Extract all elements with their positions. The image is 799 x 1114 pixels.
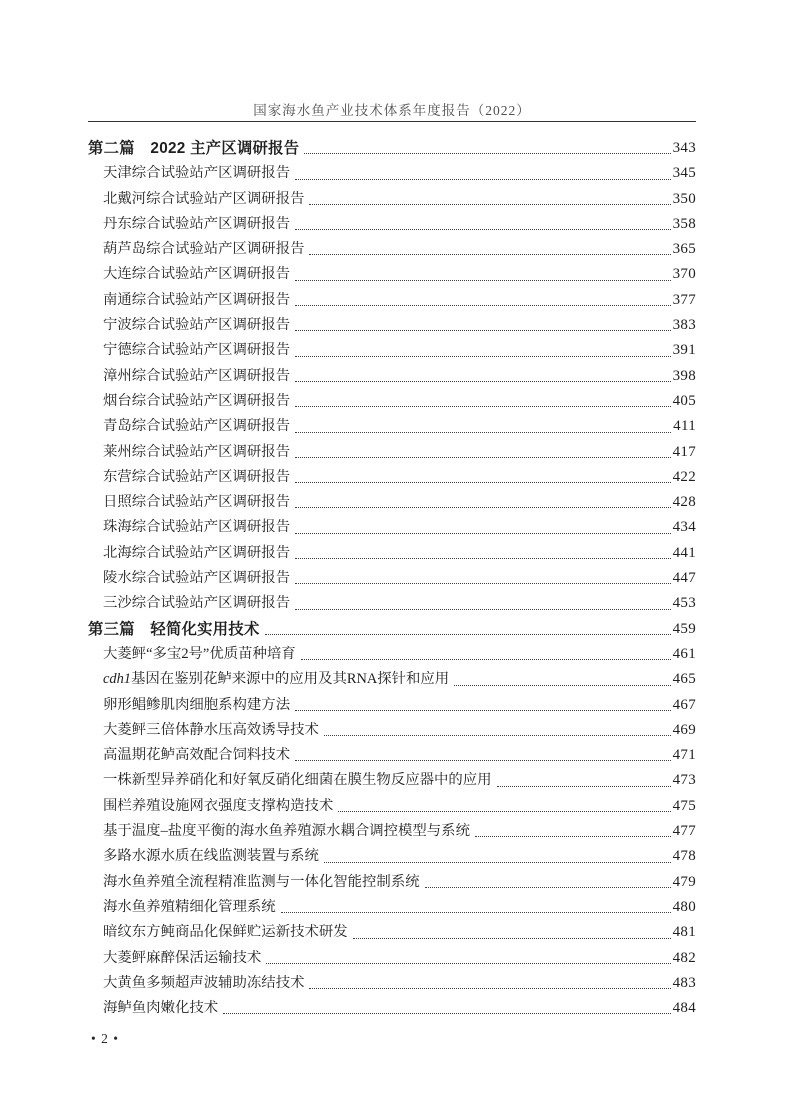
dot-leader xyxy=(295,313,671,331)
toc-row xyxy=(88,844,696,869)
dot-leader xyxy=(338,794,670,812)
toc-entry-title: 青岛综合试验站产区调研报告 xyxy=(103,418,291,435)
toc-entry-page-number: 480 xyxy=(672,898,696,915)
toc-entry-title: 一株新型异养硝化和好氧反硝化细菌在膜生物反应器中的应用 xyxy=(103,772,492,789)
dot-leader xyxy=(295,541,671,559)
toc-row xyxy=(88,161,696,186)
header-rule xyxy=(88,121,696,122)
dot-leader xyxy=(324,718,671,736)
toc-entry-page-number: 475 xyxy=(672,797,696,814)
page-number-footer: • 2 • xyxy=(91,1031,119,1046)
toc-entry-page-number: 377 xyxy=(672,291,696,308)
toc-entry-page-number: 473 xyxy=(672,772,696,789)
toc-entry-page-number: 422 xyxy=(672,468,696,485)
toc-entry-page-number: 370 xyxy=(672,266,696,283)
toc-entry-title: 烟台综合试验站产区调研报告 xyxy=(103,392,291,409)
toc-entry-title: 三沙综合试验站产区调研报告 xyxy=(103,595,291,612)
toc-entry-title: 北海综合试验站产区调研报告 xyxy=(103,544,291,561)
dot-leader xyxy=(295,338,671,356)
toc-row xyxy=(88,996,696,1021)
toc-row xyxy=(88,794,696,819)
toc-entry-page-number: 350 xyxy=(672,190,696,207)
toc-row xyxy=(88,338,696,363)
toc-row xyxy=(88,313,696,338)
dot-leader xyxy=(281,895,671,913)
toc-entry-title: 宁波综合试验站产区调研报告 xyxy=(103,317,291,334)
dot-leader xyxy=(295,262,671,280)
toc-entry-page-number: 417 xyxy=(672,443,696,460)
toc-entry-title: 珠海综合试验站产区调研报告 xyxy=(103,519,291,536)
dot-leader xyxy=(295,693,671,711)
toc-row xyxy=(88,490,696,515)
dot-leader xyxy=(295,465,671,483)
dot-leader xyxy=(266,946,670,964)
toc-entry-page-number: 467 xyxy=(672,696,696,713)
toc-row xyxy=(88,414,696,439)
toc-entry-page-number: 471 xyxy=(672,747,696,764)
toc-row xyxy=(88,566,696,591)
toc-entry-title: 海水鱼养殖精细化管理系统 xyxy=(103,898,276,915)
toc-entry-title: 围栏养殖设施网衣强度支撑构造技术 xyxy=(103,797,334,814)
toc-row xyxy=(88,693,696,718)
dot-leader xyxy=(295,161,671,179)
toc-list xyxy=(88,136,696,1021)
toc-entry-page-number: 484 xyxy=(672,1000,696,1017)
toc-entry-title: 大连综合试验站产区调研报告 xyxy=(103,266,291,283)
toc-entry-title: 北戴河综合试验站产区调研报告 xyxy=(103,190,305,207)
dot-leader xyxy=(353,920,671,938)
dot-leader xyxy=(324,844,671,862)
toc-entry-page-number: 343 xyxy=(672,140,696,156)
toc-entry-title: 大菱鲆“多宝2号”优质苗种培育 xyxy=(103,645,296,662)
toc-row xyxy=(88,212,696,237)
toc-row xyxy=(88,237,696,262)
dot-leader xyxy=(309,237,670,255)
toc-row xyxy=(88,136,696,161)
toc-entry-title: 日照综合试验站产区调研报告 xyxy=(103,494,291,511)
toc-entry-page-number: 428 xyxy=(672,494,696,511)
dot-leader xyxy=(265,617,671,635)
toc-row xyxy=(88,819,696,844)
toc-entry-page-number: 398 xyxy=(672,367,696,384)
toc-entry-title: 南通综合试验站产区调研报告 xyxy=(103,291,291,308)
toc-row xyxy=(88,971,696,996)
toc-entry-title: 大菱鲆三倍体静水压高效诱导技术 xyxy=(103,721,319,738)
dot-leader xyxy=(295,440,671,458)
toc-entry-page-number: 434 xyxy=(672,519,696,536)
toc-entry-title: 基于温度–盐度平衡的海水鱼养殖源水耦合调控模型与系统 xyxy=(103,823,470,840)
toc-entry-title: 卵形鲳鲹肌肉细胞系构建方法 xyxy=(103,696,291,713)
dot-leader xyxy=(295,389,671,407)
dot-leader xyxy=(454,667,670,685)
toc-row xyxy=(88,187,696,212)
toc-entry-title: 丹东综合试验站产区调研报告 xyxy=(103,215,291,232)
toc-entry-title: 陵水综合试验站产区调研报告 xyxy=(103,570,291,587)
toc-entry-page-number: 469 xyxy=(672,721,696,738)
toc-row xyxy=(88,440,696,465)
toc-entry-title: 海鲈鱼肉嫩化技术 xyxy=(103,1000,219,1017)
toc-row xyxy=(88,617,696,642)
toc-entry-page-number: 411 xyxy=(673,418,696,435)
toc-entry-title: 漳州综合试验站产区调研报告 xyxy=(103,367,291,384)
toc-entry-title: 东营综合试验站产区调研报告 xyxy=(103,468,291,485)
dot-leader xyxy=(301,642,671,660)
toc-entry-title: 大菱鲆麻醉保活运输技术 xyxy=(103,949,262,966)
dot-leader xyxy=(304,136,670,154)
dot-leader xyxy=(295,490,671,508)
toc-row xyxy=(88,364,696,389)
dot-leader xyxy=(295,566,671,584)
dot-leader xyxy=(295,591,671,609)
toc-entry-title: 大黄鱼多频超声波辅助冻结技术 xyxy=(103,974,305,991)
toc-entry-page-number: 482 xyxy=(672,949,696,966)
toc-entry-title: 海水鱼养殖全流程精准监测与一体化智能控制系统 xyxy=(103,873,420,890)
dot-leader xyxy=(295,212,671,230)
toc-entry-title: 天津综合试验站产区调研报告 xyxy=(103,165,291,182)
dot-leader xyxy=(295,743,671,761)
toc-entry-page-number: 461 xyxy=(672,645,696,662)
toc-entry-page-number: 483 xyxy=(672,974,696,991)
toc-entry-page-number: 345 xyxy=(672,165,696,182)
toc-row xyxy=(88,541,696,566)
dot-leader xyxy=(295,364,671,382)
toc-entry-page-number: 465 xyxy=(672,671,696,688)
toc-row xyxy=(88,667,696,692)
toc-entry-title: 高温期花鲈高效配合饲料技术 xyxy=(103,747,291,764)
toc-entry-page-number: 481 xyxy=(672,924,696,941)
toc-row xyxy=(88,870,696,895)
toc-row xyxy=(88,389,696,414)
dot-leader xyxy=(295,414,671,432)
toc-row xyxy=(88,591,696,616)
toc-entry-title: 莱州综合试验站产区调研报告 xyxy=(103,443,291,460)
toc-entry-page-number: 459 xyxy=(672,620,696,637)
toc-row xyxy=(88,946,696,971)
toc-entry-title: 第三篇 轻简化实用技术 xyxy=(88,620,260,638)
dot-leader xyxy=(295,288,671,306)
dot-leader xyxy=(223,996,670,1014)
dot-leader xyxy=(295,515,671,533)
toc-entry-page-number: 477 xyxy=(672,823,696,840)
toc-entry-page-number: 447 xyxy=(672,570,696,587)
toc-row xyxy=(88,743,696,768)
toc-entry-page-number: 479 xyxy=(672,873,696,890)
toc-entry-page-number: 365 xyxy=(672,241,696,258)
toc-entry-title: 暗纹东方鲀商品化保鲜贮运新技术研发 xyxy=(103,924,348,941)
toc-row xyxy=(88,288,696,313)
toc-entry-page-number: 358 xyxy=(672,215,696,232)
toc-entry-page-number: 391 xyxy=(672,342,696,359)
dot-leader xyxy=(425,870,671,888)
dot-leader xyxy=(475,819,671,837)
dot-leader xyxy=(309,971,670,989)
toc-entry-page-number: 441 xyxy=(672,544,696,561)
toc-entry-page-number: 453 xyxy=(672,595,696,612)
toc-row xyxy=(88,768,696,793)
toc-row xyxy=(88,895,696,920)
toc-row xyxy=(88,465,696,490)
dot-leader xyxy=(497,768,671,786)
toc-entry-page-number: 478 xyxy=(672,848,696,865)
toc-entry-page-number: 405 xyxy=(672,392,696,409)
toc-row xyxy=(88,920,696,945)
toc-entry-page-number: 383 xyxy=(672,317,696,334)
toc-entry-title: cdh1基因在鉴别花鲈来源中的应用及其RNA探针和应用 xyxy=(103,671,450,688)
toc-entry-title: 第二篇 2022 主产区调研报告 xyxy=(88,140,300,157)
dot-leader xyxy=(309,187,670,205)
toc-entry-title: 宁德综合试验站产区调研报告 xyxy=(103,342,291,359)
running-header-title: 国家海水鱼产业技术体系年度报告（2022） xyxy=(253,103,531,118)
toc-row xyxy=(88,515,696,540)
toc-row xyxy=(88,262,696,287)
toc-entry-title: 多路水源水质在线监测装置与系统 xyxy=(103,848,319,865)
toc-entry-title: 葫芦岛综合试验站产区调研报告 xyxy=(103,241,305,258)
toc-row xyxy=(88,718,696,743)
toc-entry-italic-prefix: cdh1 xyxy=(103,671,131,688)
toc-row xyxy=(88,642,696,667)
